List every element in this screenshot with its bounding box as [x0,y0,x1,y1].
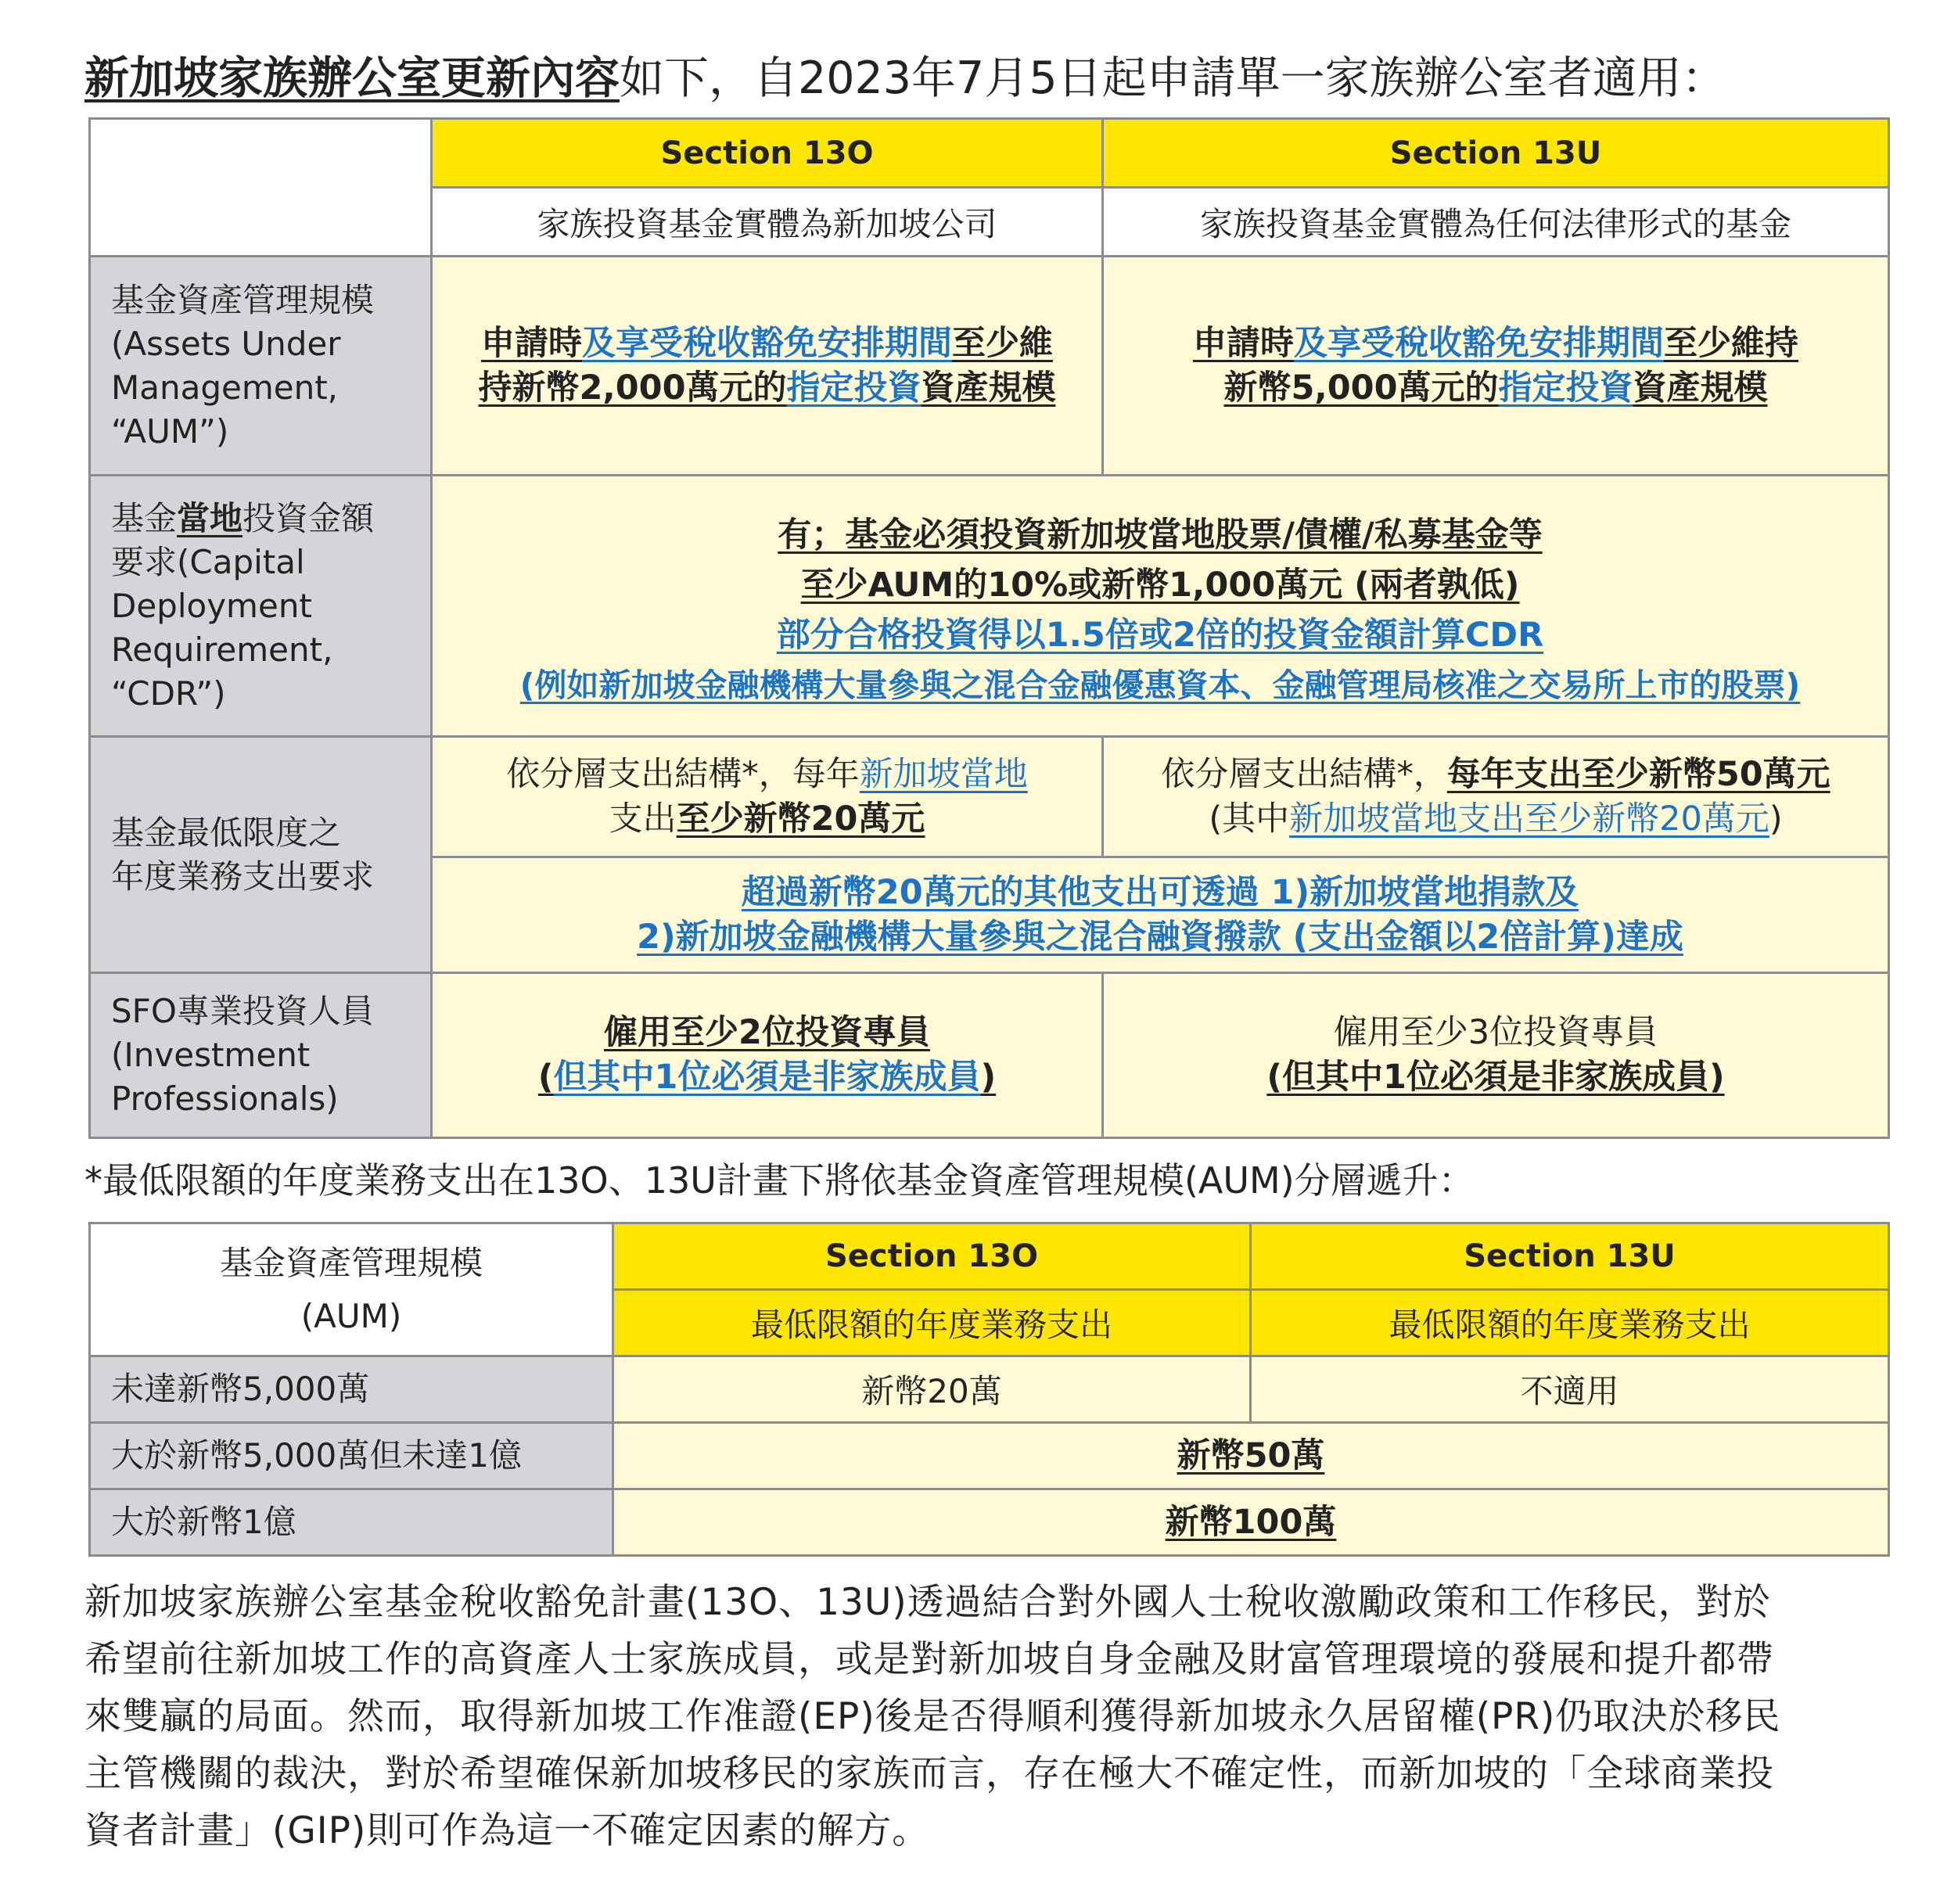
table2-header-13u: Section 13U [1251,1223,1889,1290]
cdr-merged-cell [432,476,1889,737]
cdr-line4: (例如新加坡金融機構大量參與之混合金融優惠資本、金融管理局核准之交易所上市的股票) [519,666,1801,704]
spend-label-2: 年度業務支出要求 [111,857,375,896]
cdr-label-c: 投資金額 [242,498,375,537]
staff-13o-line2: 但其中1位必須是非家族成員 [553,1058,981,1097]
paragraph-line: 新加坡家族辦公室基金稅收豁免計畫(13O、13U)透過結合對外國人士稅收激勵政策和工作移民，對於 [84,1581,1771,1624]
staff-label-1: SFO專業投資人員 [111,992,374,1030]
spend-13o-d: 至少新幣20萬元 [676,799,925,839]
aum-13u-text-e: 指定投資 [1498,368,1633,408]
spend-13o-c: 支出 [609,799,677,839]
table2-aum-head1: 基金資產管理規模 [219,1243,483,1282]
table1-subheader-13o: 家族投資基金實體為新加坡公司 [432,188,1103,257]
aum-13u-text-d: 新幣5,000萬元的 [1223,368,1499,408]
heading-rest: 如下，自2023年7月5日起申請單一家族辦公室者適用： [620,52,1726,104]
spend-label-1: 基金最低限度之 [111,813,342,852]
row-label-staff [90,973,432,1138]
tier-merged-value [613,1423,1889,1489]
staff-13o-cell [432,973,1103,1138]
spend-13u-a: 依分層支出結構*， [1161,754,1447,794]
aum-13u-cell [1103,257,1889,476]
footnote: *最低限額的年度業務支出在13O、13U計畫下將依基金資產管理規模(AUM)分層遞升： [84,1159,1475,1202]
aum-label-cn: 基金資產管理規模 [111,280,375,319]
paragraph-line: 主管機關的裁決，對於希望確保新加坡移民的家族而言，存在極大不確定性，而新加坡的「全球商業投 [84,1752,1774,1795]
row-label-cdr [90,476,432,737]
spend-13u-cell [1103,737,1889,857]
spend-13o-b: 新加坡當地 [859,754,1028,794]
aum-13u-text-c: 至少維持 [1664,323,1798,363]
spend-merged-line2: 2)新加坡金融機構大量參與之混合融資撥款 (支出金額以2倍計算)達成 [637,917,1683,957]
page-heading [84,48,1884,108]
cdr-label-2: 要求(Capital [111,542,305,581]
aum-13u-text-a: 申請時 [1193,323,1294,363]
staff-13u-line1: 僱用至少3位投資專員 [1333,1013,1658,1052]
spend-merged-cell [432,857,1889,973]
staff-13u-cell [1103,973,1889,1138]
aum-13o-cell [432,257,1103,476]
table1-header-13u: Section 13U [1103,119,1889,188]
spend-13o-a: 依分層支出結構*，每年 [506,754,860,794]
tier-row-label: 未達新幣5,000萬 [90,1356,613,1423]
cdr-label-3: Deployment [111,586,312,625]
aum-13o-text-d: 持新幣2,000萬元的 [478,368,787,408]
sfo-comparison-table [88,117,1890,1139]
table1-subheader-13u: 家族投資基金實體為任何法律形式的基金 [1103,188,1889,257]
staff-13o-open: ( [537,1058,554,1097]
tier-merged-value [613,1489,1889,1556]
cdr-label-4: Requirement, [111,630,333,669]
heading-highlight: 新加坡家族辦公室更新內容 [84,52,620,104]
tier-13u-value: 不適用 [1251,1356,1889,1423]
table2-subheader-13o: 最低限額的年度業務支出 [613,1290,1251,1356]
aum-13u-text-b: 及享受稅收豁免安排期間 [1294,323,1664,363]
aum-label-en2: Management, [111,368,339,407]
spend-13u-c: (其中 [1209,799,1290,839]
aum-label-en1: (Assets Under [111,324,341,363]
cdr-label-b: 當地 [177,498,243,537]
staff-13o-close: ) [980,1058,997,1097]
aum-13o-text-f: 資產規模 [921,368,1056,408]
tier-row-label: 大於新幣5,000萬但未達1億 [90,1423,613,1489]
spend-13u-e: ) [1769,799,1783,839]
tier-merged-text: 新幣100萬 [1165,1502,1337,1542]
row-label-spending [90,737,432,973]
aum-13o-text-c: 至少維 [952,323,1053,363]
spend-13u-b: 每年支出至少新幣50萬元 [1446,754,1830,794]
spend-merged-line1: 超過新幣20萬元的其他支出可透過 1)新加坡當地捐款及 [741,872,1579,912]
table1-header-13o: Section 13O [432,119,1103,188]
cdr-line3: 部分合格投資得以1.5倍或2倍的投資金額計算CDR [776,615,1544,655]
aum-13u-text-f: 資產規模 [1633,368,1768,408]
staff-label-2: (Investment [111,1036,311,1074]
paragraph-line: 希望前往新加坡工作的高資產人士家族成員，或是對新加坡自身金融及財富管理環境的發展和提升都帶 [84,1638,1774,1681]
paragraph-line: 來雙贏的局面。然而，取得新加坡工作准證(EP)後是否得順利獲得新加坡永久居留權(PR)仍取決於移民 [84,1695,1781,1738]
cdr-label-a: 基金 [111,498,178,537]
staff-label-3: Professionals) [111,1080,339,1118]
aum-13o-text-b: 及享受稅收豁免安排期間 [582,323,952,363]
table2-subheader-13u: 最低限額的年度業務支出 [1251,1290,1889,1356]
tier-13o-value: 新幣20萬 [613,1356,1251,1423]
cdr-line2: 至少AUM的10%或新幣1,000萬元 (兩者孰低) [800,565,1520,605]
table2-aum-head2: (AUM) [300,1296,402,1335]
aum-13o-text-e: 指定投資 [786,368,922,408]
spend-13o-cell [432,737,1103,857]
cdr-line1: 有；基金必須投資新加坡當地股票/債權/私募基金等 [778,515,1543,555]
body-paragraph [84,1574,1884,1859]
aum-label-en3: “AUM”) [111,411,229,451]
spend-13u-d: 新加坡當地支出至少新幣20萬元 [1289,799,1769,839]
staff-13u-line2: (但其中1位必須是非家族成員) [1266,1058,1725,1097]
tier-merged-text: 新幣50萬 [1177,1435,1325,1475]
staff-13o-line1: 僱用至少2位投資專員 [604,1013,930,1052]
aum-tier-table [88,1222,1890,1557]
aum-13o-text-a: 申請時 [481,323,582,363]
tier-row-label: 大於新幣1億 [90,1489,613,1556]
cdr-label-5: “CDR”) [111,674,226,713]
paragraph-line: 資者計畫」(GIP)則可作為這一不確定因素的解方。 [84,1809,930,1852]
table1-corner-cell [90,119,432,257]
table2-header-13o: Section 13O [613,1223,1251,1290]
row-label-aum [90,257,432,476]
table2-aum-header [90,1223,613,1356]
